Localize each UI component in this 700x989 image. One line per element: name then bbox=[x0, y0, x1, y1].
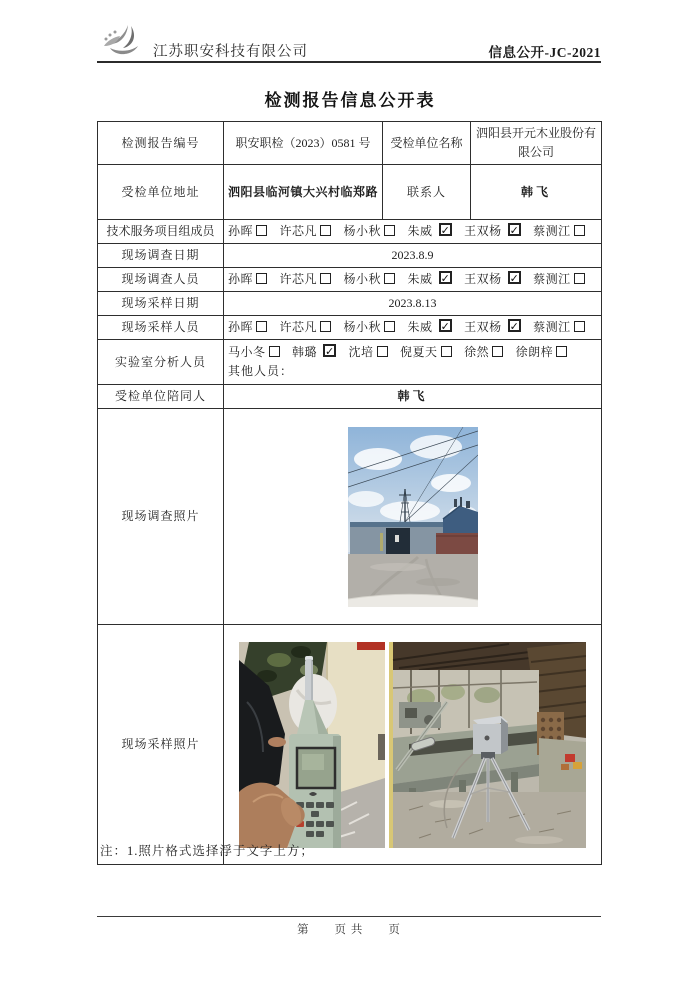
person-name: 马小冬 bbox=[228, 345, 266, 360]
team-members bbox=[224, 220, 602, 244]
person-entry bbox=[533, 320, 585, 334]
person-entry bbox=[349, 345, 388, 359]
row-sampling-date bbox=[98, 292, 602, 316]
logo-icon bbox=[98, 24, 154, 60]
person-name: 徐然 bbox=[464, 345, 490, 360]
survey-staff-label: 现场调查人员 bbox=[98, 268, 224, 292]
survey-date-value: 2023.8.9 bbox=[224, 244, 602, 268]
sampling-photo-label: 现场采样照片 bbox=[98, 625, 224, 865]
checkbox-icon bbox=[256, 273, 267, 284]
person-name: 杨小秋 bbox=[343, 272, 382, 287]
checkbox-icon bbox=[439, 223, 452, 236]
lab-staff-members bbox=[224, 340, 602, 385]
checkbox-icon bbox=[574, 321, 585, 332]
person-entry bbox=[344, 272, 396, 286]
row-lab-staff bbox=[98, 340, 602, 385]
person-entry bbox=[228, 224, 267, 238]
row-escort bbox=[98, 385, 602, 409]
person-entry bbox=[344, 320, 396, 334]
person-name: 杨小秋 bbox=[343, 224, 382, 239]
contact-label: 联系人 bbox=[383, 165, 471, 220]
person-name: 蔡测江 bbox=[533, 272, 571, 287]
checkbox-icon bbox=[320, 321, 331, 332]
person-name: 王双杨 bbox=[464, 272, 502, 287]
person-entry bbox=[228, 320, 267, 334]
checkbox-icon bbox=[508, 319, 521, 332]
row-address bbox=[98, 165, 602, 220]
company-logo bbox=[98, 24, 154, 60]
checkbox-icon bbox=[492, 346, 503, 357]
contact-value: 韩飞 bbox=[471, 165, 602, 220]
report-no-label: 检测报告编号 bbox=[98, 122, 224, 165]
person-entry bbox=[408, 224, 452, 238]
org-name-value: 泗阳县开元木业股份有限公司 bbox=[471, 122, 602, 165]
row-survey-date bbox=[98, 244, 602, 268]
row-report-no bbox=[98, 122, 602, 165]
checkbox-icon bbox=[384, 225, 395, 236]
footer-rule bbox=[97, 916, 601, 917]
person-name: 王双杨 bbox=[464, 224, 502, 239]
tripod-sampler-photo bbox=[389, 642, 586, 848]
checkbox-icon bbox=[384, 273, 395, 284]
row-sampling-staff bbox=[98, 316, 602, 340]
checkbox-icon bbox=[439, 271, 452, 284]
checkbox-icon bbox=[269, 346, 280, 357]
checkbox-icon bbox=[256, 321, 267, 332]
checkbox-icon bbox=[439, 319, 452, 332]
lab-staff-label: 实验室分析人员 bbox=[98, 340, 224, 385]
sound-meter-photo bbox=[239, 642, 385, 848]
checkbox-icon bbox=[323, 344, 336, 357]
escort-value: 韩飞 bbox=[224, 385, 602, 409]
person-name: 许芯凡 bbox=[279, 272, 318, 287]
report-no-value: 职安职检（2023）0581 号 bbox=[224, 122, 383, 165]
sampling-photo-cell bbox=[224, 625, 602, 865]
footnote: 注：1.照片格式选择浮于文字上方； bbox=[100, 844, 314, 858]
person-name: 许芯凡 bbox=[279, 320, 318, 335]
org-addr-label: 受检单位地址 bbox=[98, 165, 224, 220]
person-entry bbox=[280, 320, 332, 334]
sampling-staff-members bbox=[224, 316, 602, 340]
sampling-date-label: 现场采样日期 bbox=[98, 292, 224, 316]
person-entry bbox=[464, 320, 521, 334]
person-entry bbox=[408, 272, 452, 286]
person-name: 蔡测江 bbox=[533, 224, 571, 239]
person-name: 孙晖 bbox=[228, 224, 254, 239]
person-name: 孙晖 bbox=[228, 272, 254, 287]
info-table-wrap bbox=[97, 121, 601, 865]
survey-photo-cell bbox=[224, 409, 602, 625]
person-entry bbox=[464, 345, 503, 359]
person-name: 倪夏天 bbox=[400, 345, 438, 360]
checkbox-icon bbox=[320, 225, 331, 236]
person-entry bbox=[344, 224, 396, 238]
survey-date-label: 现场调查日期 bbox=[98, 244, 224, 268]
person-entry bbox=[516, 345, 568, 359]
person-name: 杨小秋 bbox=[343, 320, 382, 335]
person-entry bbox=[408, 320, 452, 334]
person-name: 沈培 bbox=[348, 345, 374, 360]
doc-code: 信息公开-JC-2021 bbox=[488, 45, 601, 60]
checkbox-icon bbox=[574, 225, 585, 236]
person-name: 蔡测江 bbox=[533, 320, 571, 335]
person-name: 韩璐 bbox=[292, 345, 318, 360]
person-name: 许芯凡 bbox=[279, 224, 318, 239]
checkbox-icon bbox=[256, 225, 267, 236]
person-entry bbox=[292, 345, 336, 359]
sampling-staff-label: 现场采样人员 bbox=[98, 316, 224, 340]
person-name: 朱威 bbox=[407, 224, 433, 239]
checkbox-icon bbox=[508, 271, 521, 284]
sampling-photos bbox=[228, 642, 597, 848]
person-entry bbox=[280, 272, 332, 286]
person-entry bbox=[228, 345, 280, 359]
person-name: 徐朗梓 bbox=[515, 345, 554, 360]
row-team bbox=[98, 220, 602, 244]
checkbox-icon bbox=[377, 346, 388, 357]
person-entry bbox=[280, 224, 332, 238]
sampling-date-value: 2023.8.13 bbox=[224, 292, 602, 316]
escort-label: 受检单位陪同人 bbox=[98, 385, 224, 409]
survey-photo-label: 现场调查照片 bbox=[98, 409, 224, 625]
checkbox-icon bbox=[574, 273, 585, 284]
person-entry bbox=[533, 272, 585, 286]
row-sampling-photo bbox=[98, 625, 602, 865]
team-label: 技术服务项目组成员 bbox=[98, 220, 224, 244]
checkbox-icon bbox=[320, 273, 331, 284]
checkbox-icon bbox=[556, 346, 567, 357]
checkbox-icon bbox=[508, 223, 521, 236]
header-rule bbox=[97, 61, 601, 63]
person-entry bbox=[228, 272, 267, 286]
survey-photo bbox=[348, 427, 478, 607]
person-entry bbox=[400, 345, 452, 359]
row-survey-staff bbox=[98, 268, 602, 292]
person-entry bbox=[533, 224, 585, 238]
org-name-label: 受检单位名称 bbox=[383, 122, 471, 165]
checkbox-icon bbox=[441, 346, 452, 357]
survey-staff-members bbox=[224, 268, 602, 292]
form-title: 检测报告信息公开表 bbox=[264, 91, 436, 110]
lab-other-label: 其他人员： bbox=[228, 364, 294, 378]
row-survey-photo bbox=[98, 409, 602, 625]
person-name: 朱威 bbox=[407, 320, 433, 335]
info-table bbox=[97, 121, 602, 865]
person-entry bbox=[464, 272, 521, 286]
org-addr-value: 泗阳县临河镇大兴村临郑路 bbox=[224, 165, 383, 220]
person-entry bbox=[464, 224, 521, 238]
person-name: 朱威 bbox=[407, 272, 433, 287]
page-number: 第 页 共 页 bbox=[297, 924, 401, 936]
company-name: 江苏职安科技有限公司 bbox=[153, 44, 308, 60]
person-name: 孙晖 bbox=[228, 320, 254, 335]
checkbox-icon bbox=[384, 321, 395, 332]
person-name: 王双杨 bbox=[464, 320, 502, 335]
